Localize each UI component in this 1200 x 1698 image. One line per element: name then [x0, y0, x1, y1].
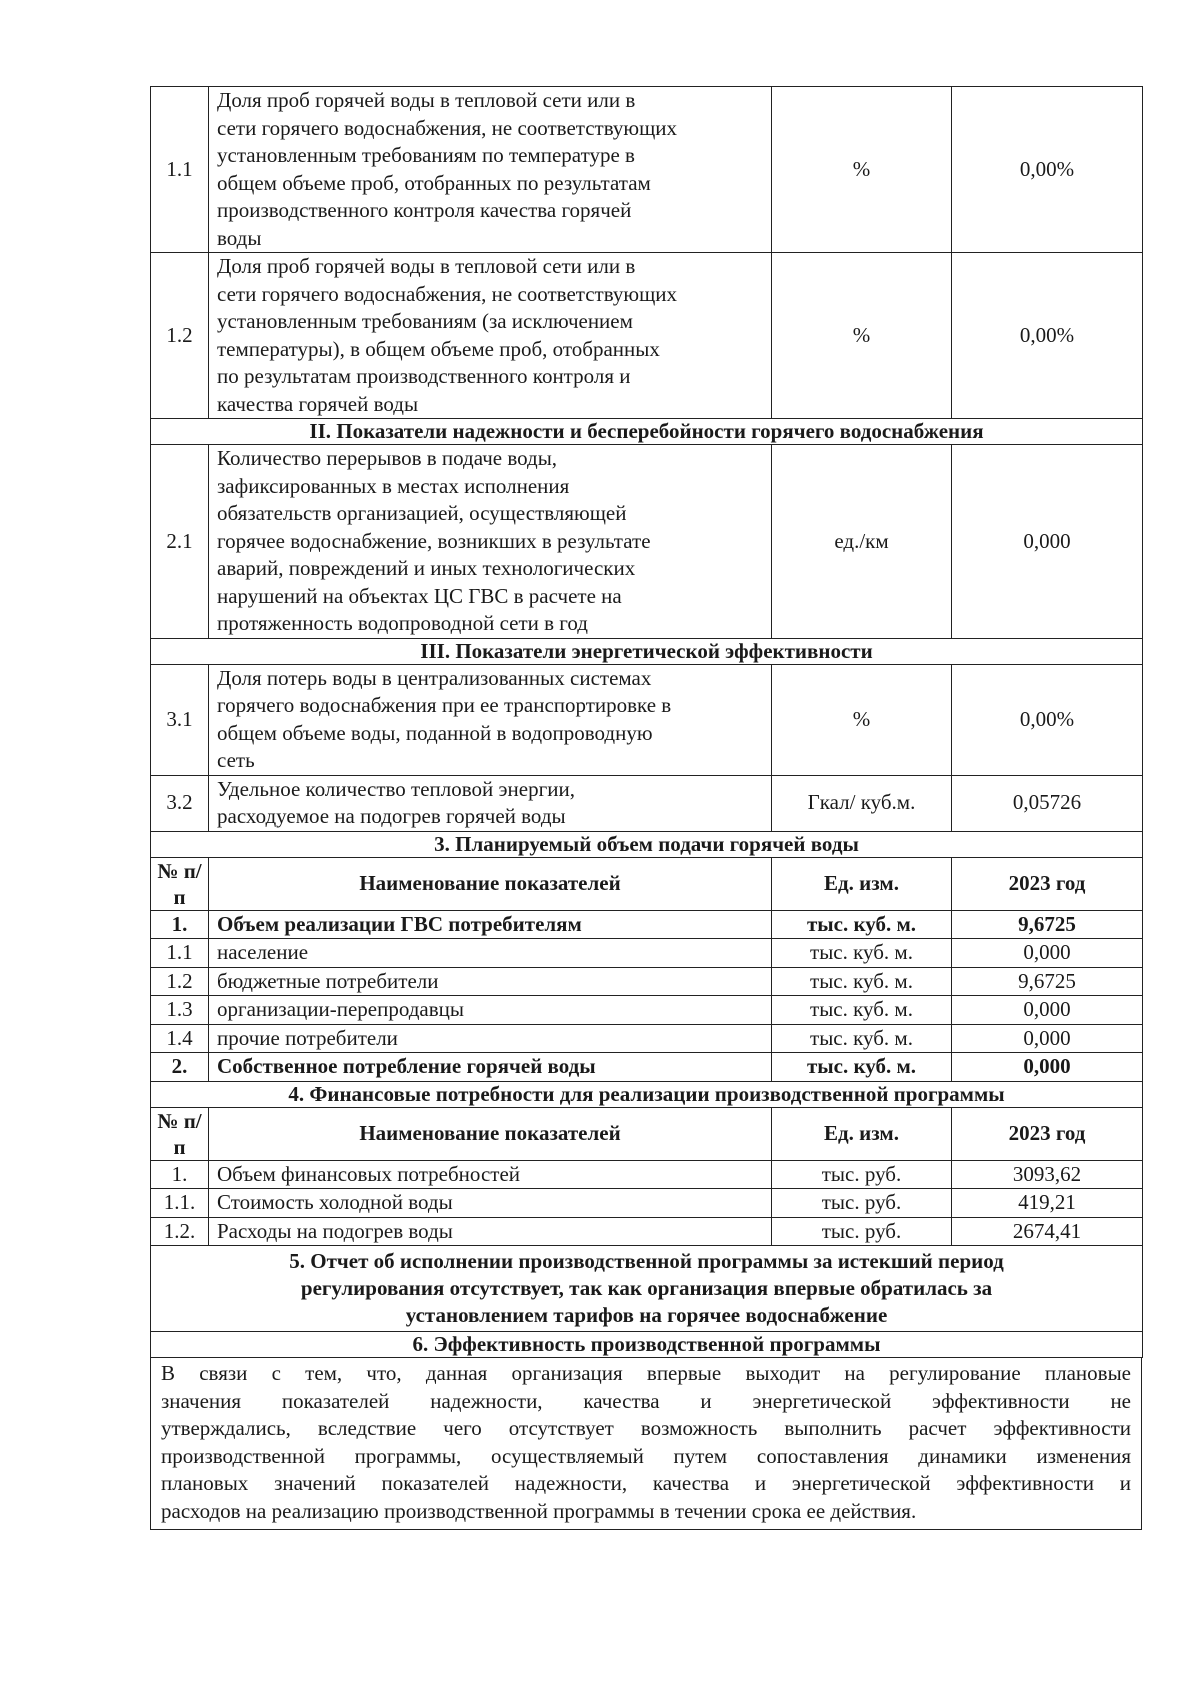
- row-number: 1.4: [151, 1024, 209, 1053]
- efficiency-paragraph: [150, 1358, 1142, 1530]
- row-number: 3.1: [151, 664, 209, 775]
- table-row: [151, 1189, 1143, 1218]
- indicator-name-line: расходуемое на подогрев горячей воды: [217, 804, 566, 828]
- section-title: II. Показатели надежности и бесперебойности горячего водоснабжения: [151, 419, 1143, 445]
- table-row: [151, 445, 1143, 639]
- report-statement-line: 5. Отчет об исполнении производственной программы за истекший период: [289, 1249, 1004, 1273]
- unit-cell: Гкал/ куб.м.: [772, 775, 952, 831]
- finance-section-header: [151, 1081, 1143, 1107]
- indicator-name-line: зафиксированных в местах исполнения: [217, 473, 570, 498]
- indicator-name-line: общем объеме воды, поданной в водопроводную: [217, 720, 653, 745]
- indicator-name-line: общем объеме проб, отобранных по результатам: [217, 170, 651, 195]
- header-name: Наименование показателей: [209, 857, 772, 910]
- row-number: 1.1: [151, 939, 209, 968]
- paragraph-line: плановых значений показателей надежности, качества и энергетической эффективности и: [161, 1471, 1131, 1495]
- value-cell: 9,6725: [952, 910, 1143, 939]
- value-cell: 0,05726: [952, 775, 1143, 831]
- report-statement: [151, 1246, 1143, 1332]
- value-cell: 0,00%: [952, 664, 1143, 775]
- unit-cell: тыс. куб. м.: [772, 967, 952, 996]
- value-cell: 0,00%: [952, 87, 1143, 253]
- indicator-name-line: сети горячего водоснабжения, не соответствующих: [217, 281, 678, 306]
- row-number: 1.1: [151, 87, 209, 253]
- value-cell: 419,21: [952, 1189, 1143, 1218]
- indicator-name: [209, 664, 772, 775]
- row-number: 1.2: [151, 253, 209, 419]
- paragraph-line: утверждались, вследствие чего отсутствует возможность выполнить расчет эффективности: [161, 1416, 1131, 1440]
- paragraph-line: производственной программы, осуществляемый путем сопоставления динамики изменения: [161, 1443, 1131, 1468]
- table-row: [151, 996, 1143, 1025]
- indicator-name-line: по результатам производственного контроля и: [217, 364, 631, 388]
- indicator-name: организации-перепродавцы: [209, 996, 772, 1025]
- table-header-row: [151, 1107, 1143, 1160]
- indicators-table-body: [151, 87, 1143, 1358]
- indicator-name-line: температуры), в общем объеме проб, отобранных: [217, 336, 660, 361]
- row-number: 1.2.: [151, 1217, 209, 1246]
- unit-cell: %: [772, 87, 952, 253]
- value-cell: 0,00%: [952, 253, 1143, 419]
- indicator-name-line: нарушений на объектах ЦС ГВС в расчете на: [217, 583, 622, 608]
- paragraph-line: значения показателей надежности, качества и энергетической эффективности не: [161, 1388, 1131, 1413]
- row-number: 2.: [151, 1053, 209, 1082]
- table-row: [151, 87, 1143, 253]
- indicator-name-line: установленным требованиям по температуре в: [217, 143, 635, 167]
- indicator-name-line: Количество перерывов в подаче воды,: [217, 446, 558, 470]
- unit-cell: тыс. руб.: [772, 1217, 952, 1246]
- indicator-name: Объем реализации ГВС потребителям: [209, 910, 772, 939]
- value-cell: 3093,62: [952, 1160, 1143, 1189]
- indicator-name-line: протяженность водопроводной сети в год: [217, 611, 588, 635]
- unit-cell: тыс. куб. м.: [772, 910, 952, 939]
- unit-cell: тыс. руб.: [772, 1160, 952, 1189]
- unit-cell: тыс. руб.: [772, 1189, 952, 1218]
- indicator-name-line: воды: [217, 225, 262, 250]
- value-cell: 0,000: [952, 939, 1143, 968]
- table-row: [151, 967, 1143, 996]
- indicator-name-line: аварий, повреждений и иных технологических: [217, 556, 636, 580]
- indicator-name: [209, 87, 772, 253]
- section-title: 4. Финансовые потребности для реализации производственной программы: [151, 1081, 1143, 1107]
- section-title: 6. Эффективность производственной программы: [151, 1332, 1143, 1358]
- indicator-name-line: Удельное количество тепловой энергии,: [217, 776, 575, 801]
- table-row: [151, 1053, 1143, 1082]
- value-cell: 0,000: [952, 1053, 1143, 1082]
- report-statement-line: регулирования отсутствует, так как организация впервые обратилась за: [300, 1276, 993, 1300]
- indicator-name: Объем финансовых потребностей: [209, 1160, 772, 1189]
- unit-cell: тыс. куб. м.: [772, 996, 952, 1025]
- indicator-name: бюджетные потребители: [209, 967, 772, 996]
- section-3-energy-header: [151, 638, 1143, 664]
- indicator-name: население: [209, 939, 772, 968]
- unit-cell: тыс. куб. м.: [772, 1053, 952, 1082]
- table-row: [151, 253, 1143, 419]
- table-row: [151, 1160, 1143, 1189]
- unit-cell: тыс. куб. м.: [772, 1024, 952, 1053]
- row-number: 1.1.: [151, 1189, 209, 1218]
- value-cell: 9,6725: [952, 967, 1143, 996]
- document-page: [150, 86, 1142, 1530]
- header-unit: Ед. изм.: [772, 857, 952, 910]
- header-number: № п/п: [151, 857, 209, 910]
- paragraph-line: В связи с тем, что, данная организация впервые выходит на регулирование плановые: [161, 1361, 1131, 1385]
- section-title: III. Показатели энергетической эффективности: [151, 638, 1143, 664]
- indicator-name: Расходы на подогрев воды: [209, 1217, 772, 1246]
- indicator-name: Стоимость холодной воды: [209, 1189, 772, 1218]
- table-header-row: [151, 857, 1143, 910]
- value-cell: 0,000: [952, 445, 1143, 639]
- header-year: 2023 год: [952, 857, 1143, 910]
- indicator-name-line: обязательств организацией, осуществляющей: [217, 501, 627, 525]
- indicator-name: [209, 253, 772, 419]
- indicators-table: [150, 86, 1143, 1358]
- report-statement-line: установлением тарифов на горячее водоснабжение: [405, 1303, 888, 1327]
- header-number: № п/п: [151, 1107, 209, 1160]
- row-number: 1.: [151, 910, 209, 939]
- value-cell: 0,000: [952, 996, 1143, 1025]
- unit-cell: %: [772, 664, 952, 775]
- table-row: [151, 910, 1143, 939]
- indicator-name-line: Доля потерь воды в централизованных системах: [217, 665, 652, 690]
- table-row: [151, 664, 1143, 775]
- table-row: [151, 1024, 1143, 1053]
- table-row: [151, 939, 1143, 968]
- header-year: 2023 год: [952, 1107, 1143, 1160]
- row-number: 3.2: [151, 775, 209, 831]
- section-2-header: [151, 419, 1143, 445]
- indicator-name-line: сеть: [217, 748, 255, 772]
- header-name: Наименование показателей: [209, 1107, 772, 1160]
- section-5-row: [151, 1246, 1143, 1332]
- indicator-name: прочие потребители: [209, 1024, 772, 1053]
- value-cell: 0,000: [952, 1024, 1143, 1053]
- header-unit: Ед. изм.: [772, 1107, 952, 1160]
- volume-section-header: [151, 831, 1143, 857]
- indicator-name-line: установленным требованиям (за исключением: [217, 309, 633, 333]
- row-number: 2.1: [151, 445, 209, 639]
- row-number: 1.: [151, 1160, 209, 1189]
- section-title: 3. Планируемый объем подачи горячей воды: [151, 831, 1143, 857]
- indicator-name-line: сети горячего водоснабжения, не соответствующих: [217, 115, 678, 140]
- indicator-name-line: производственного контроля качества горячей: [217, 198, 632, 222]
- indicator-name-line: качества горячей воды: [217, 391, 419, 416]
- unit-cell: тыс. куб. м.: [772, 939, 952, 968]
- indicator-name: Собственное потребление горячей воды: [209, 1053, 772, 1082]
- row-number: 1.3: [151, 996, 209, 1025]
- indicator-name-line: Доля проб горячей воды в тепловой сети или в: [217, 88, 636, 112]
- indicator-name-line: Доля проб горячей воды в тепловой сети или в: [217, 254, 636, 278]
- table-row: [151, 1217, 1143, 1246]
- unit-cell: ед./км: [772, 445, 952, 639]
- indicator-name: [209, 775, 772, 831]
- unit-cell: %: [772, 253, 952, 419]
- table-row: [151, 775, 1143, 831]
- indicator-name-line: горячего водоснабжения при ее транспортировке в: [217, 693, 672, 717]
- indicator-name: [209, 445, 772, 639]
- value-cell: 2674,41: [952, 1217, 1143, 1246]
- paragraph-line: расходов на реализацию производственной программы в течении срока ее действия.: [161, 1498, 917, 1523]
- section-6-header: [151, 1332, 1143, 1358]
- indicator-name-line: горячее водоснабжение, возникших в результате: [217, 528, 651, 553]
- row-number: 1.2: [151, 967, 209, 996]
